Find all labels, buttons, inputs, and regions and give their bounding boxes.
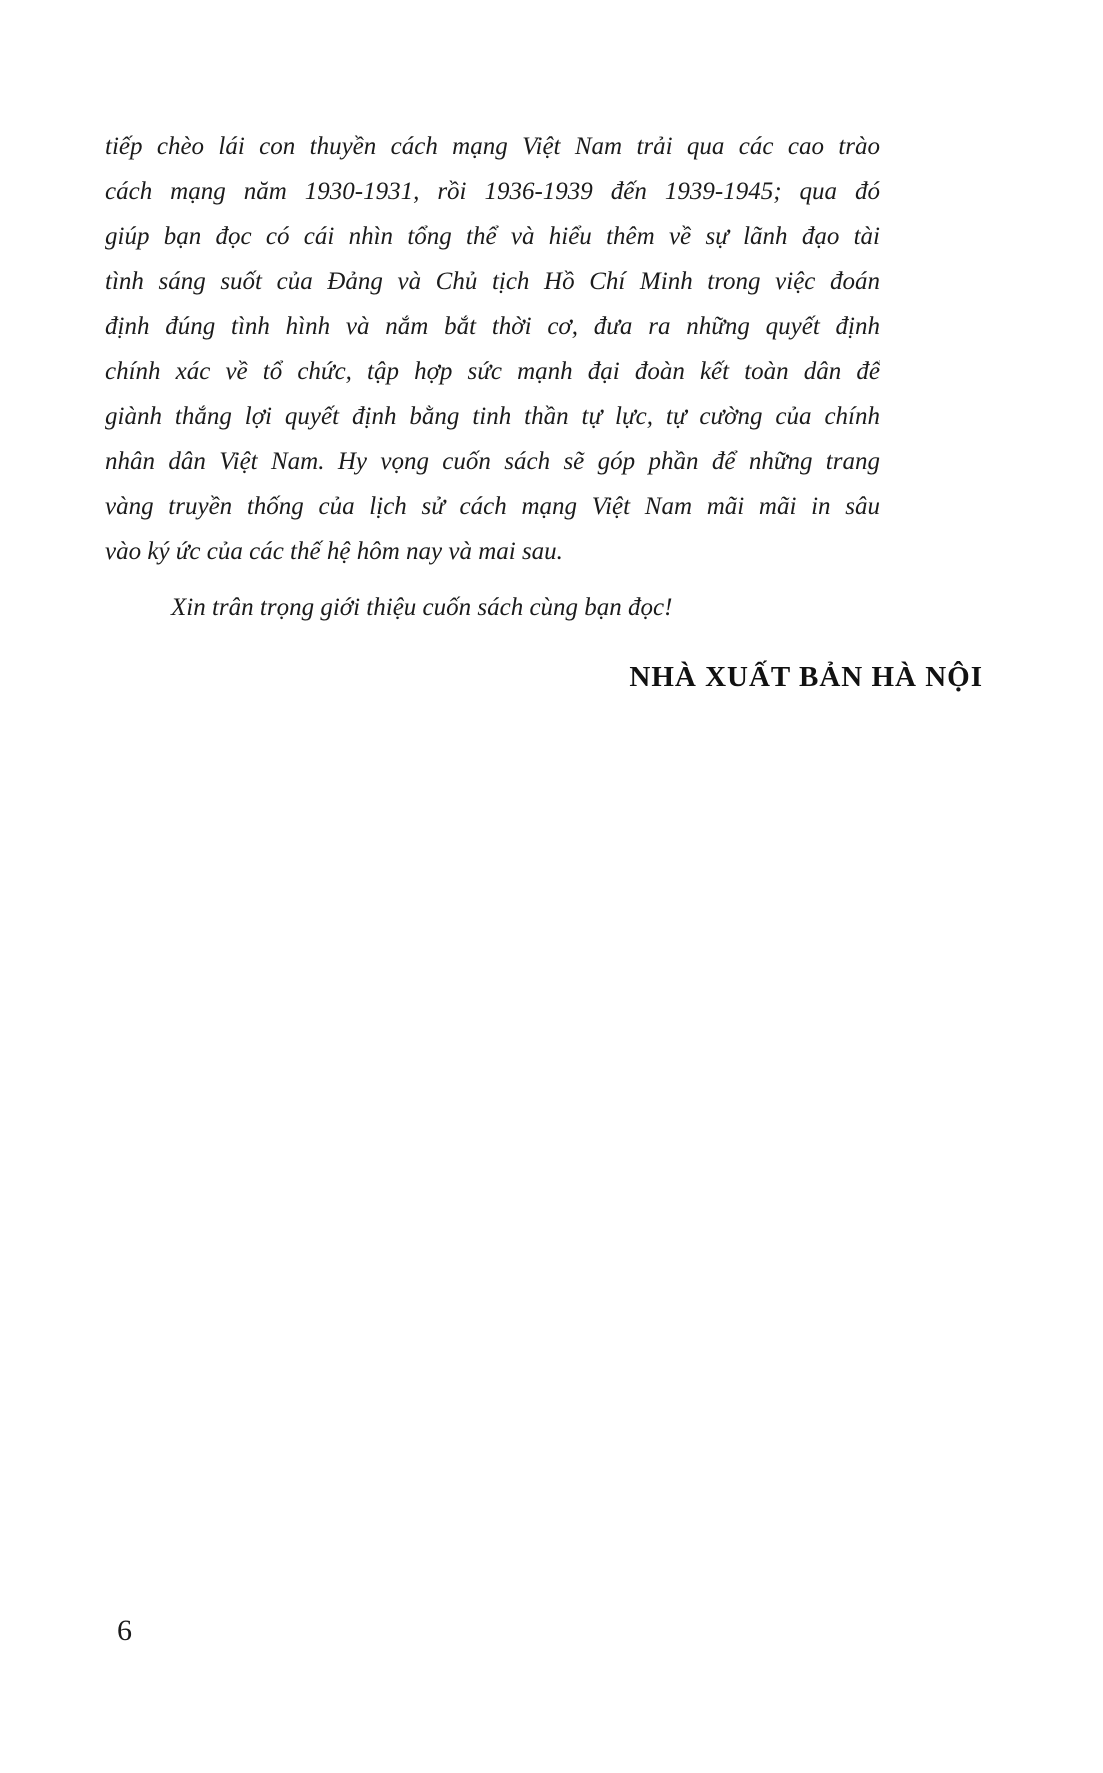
page-number: 6 <box>117 1614 132 1647</box>
paragraph-line: giành thắng lợi quyết định bằng tinh thần tự lực, tự cường của chính <box>105 403 880 430</box>
paragraph-line: tiếp chèo lái con thuyền cách mạng Việt Nam trải qua các cao trào <box>105 133 880 160</box>
paragraph-line: cách mạng năm 1930-1931, rồi 1936-1939 đến 1939-1945; qua đó <box>105 178 880 205</box>
publisher-name: NHÀ XUẤT BẢN HÀ NỘI <box>629 661 983 693</box>
paragraph-line: nhân dân Việt Nam. Hy vọng cuốn sách sẽ góp phần để những trang <box>105 448 880 475</box>
paragraph-line: tình sáng suốt của Đảng và Chủ tịch Hồ Chí Minh trong việc đoán <box>105 268 880 295</box>
closing-line: Xin trân trọng giới thiệu cuốn sách cùng bạn đọc! <box>171 594 673 621</box>
paragraph-line: định đúng tình hình và nắm bắt thời cơ, đưa ra những quyết định <box>105 313 880 340</box>
body-paragraph <box>105 124 880 630</box>
paragraph-line: chính xác về tổ chức, tập hợp sức mạnh đại đoàn kết toàn dân để <box>105 358 880 385</box>
paragraph-line: vào ký ức của các thế hệ hôm nay và mai sau. <box>105 538 563 565</box>
paragraph-line: giúp bạn đọc có cái nhìn tổng thể và hiểu thêm về sự lãnh đạo tài <box>105 223 880 250</box>
paragraph-line: vàng truyền thống của lịch sử cách mạng Việt Nam mãi mãi in sâu <box>105 493 880 520</box>
